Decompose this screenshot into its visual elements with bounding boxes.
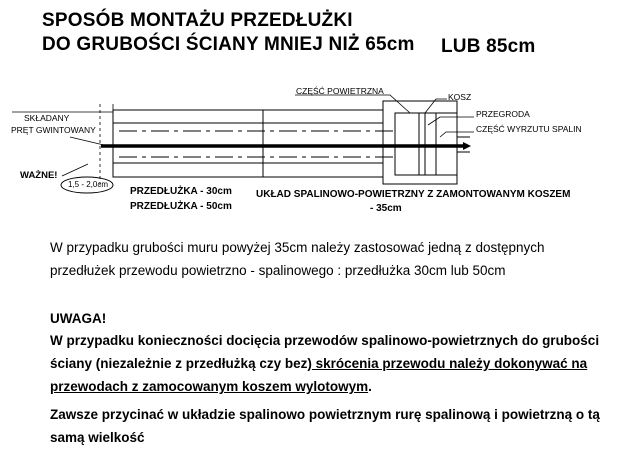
label-system-line-2: - 35cm: [370, 203, 402, 214]
label-important: WAŻNE!: [20, 170, 58, 181]
label-extension-30: PRZEDŁUŻKA - 30cm: [130, 186, 232, 197]
label-system-line-1: UKŁAD SPALINOWO-POWIETRZNY Z ZAMONTOWANYM KOSZEM: [256, 189, 571, 200]
extension-outer-pipe: [113, 110, 263, 177]
warning-text: [50, 329, 610, 398]
paragraph-cutting-rule: Zawsze przycinać w układzie spalinowo powietrznym rurę spalinową i powietrzną o tą samą wielkość: [50, 407, 600, 445]
label-rod-line-1: SKŁADANY: [24, 113, 70, 123]
label-air-part: CZĘŚĆ POWIETRZNA: [296, 86, 384, 96]
warning-text-underlined: skrócenia przewodu należy dokonywać na przewodach z zamocowanym koszem wylotowym: [50, 356, 588, 394]
label-extension-50: PRZEDŁUŻKA - 50cm: [130, 201, 232, 212]
paragraph-extensions: W przypadku grubości muru powyżej 35cm należy zastosować jedną z dostępnych przedłużek przewodu powietrzno - spalinowego : przedłużka 30cm lub 50cm: [50, 240, 545, 278]
warning-heading: UWAGA!: [50, 311, 107, 326]
rod-end-icon: [463, 142, 471, 150]
label-basket: KOSZ: [448, 92, 472, 102]
label-partition: PRZEGRODA: [476, 109, 530, 119]
title-line-1: SPOSÓB MONTAŻU PRZEDŁUŻKI: [42, 10, 353, 31]
warning-text-part1: W przypadku konieczności docięcia przewodów spalinowo-powietrznych do grubości ściany (niezależnie z przedłużką czy bez): [50, 333, 600, 371]
air-pipe: [263, 110, 383, 177]
label-gap: 1,5 - 2,0cm: [68, 180, 109, 189]
warning-text-end: .: [368, 379, 372, 394]
title-line-2-suffix: LUB 85cm: [441, 36, 536, 57]
label-flue-outlet: CZĘŚĆ WYRZUTU SPALIN: [476, 124, 582, 134]
title-line-2: DO GRUBOŚCI ŚCIANY MNIEJ NIŻ 65cm: [42, 34, 415, 55]
label-rod-line-2: PRĘT GWINTOWANY: [11, 125, 96, 135]
